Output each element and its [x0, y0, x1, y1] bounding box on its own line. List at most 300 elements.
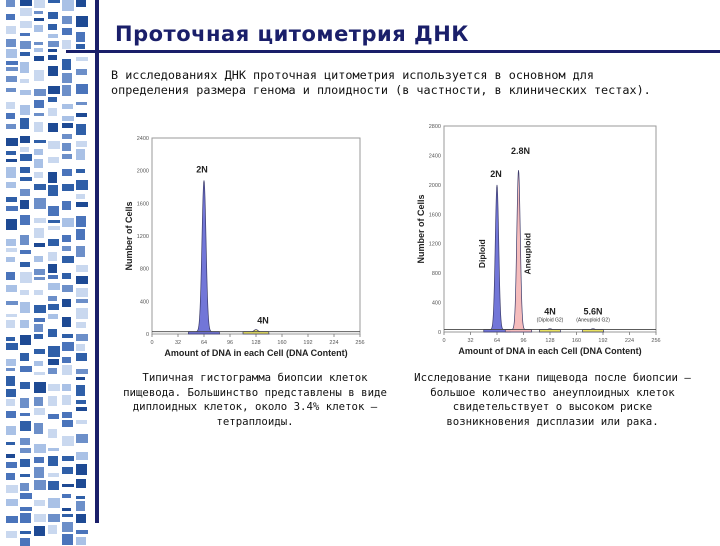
gel-band [62, 256, 74, 263]
gel-band [34, 42, 43, 45]
gel-band [6, 159, 17, 162]
gel-band [6, 499, 18, 506]
x-axis-label: Amount of DNA in each Cell (DNA Content) [458, 346, 642, 356]
gel-band [34, 100, 44, 108]
gel-band [48, 86, 60, 94]
peak-label-2N: 2N [196, 164, 208, 175]
y-tick-label: 0 [145, 332, 149, 338]
gel-band [76, 149, 85, 160]
gel-band [6, 182, 16, 188]
gel-band [62, 116, 74, 121]
gel-band [34, 397, 43, 406]
gel-band [6, 359, 16, 366]
peak-label-4N: 4N [544, 306, 556, 317]
gel-band [34, 25, 43, 32]
gel-band [20, 320, 29, 328]
gel-band [48, 329, 57, 337]
gel-band [48, 172, 57, 183]
peak-label-4N: 4N [257, 315, 269, 326]
gel-band [76, 276, 88, 284]
gel-band [6, 531, 17, 538]
gel-band [48, 141, 60, 149]
gel-band [48, 49, 57, 52]
gel-band [20, 272, 32, 283]
gel-band [48, 473, 59, 477]
gel-band [6, 67, 18, 71]
gel-band [20, 302, 30, 313]
y-tick-label: 800 [139, 266, 149, 273]
gel-band [48, 456, 58, 466]
gel-band [76, 479, 86, 488]
gel-band [76, 16, 88, 27]
gel-band [62, 494, 71, 498]
gel-band [20, 448, 31, 453]
gel-band [62, 522, 73, 532]
gel-band [34, 526, 45, 536]
gel-band [34, 318, 45, 322]
y-tick-label: 400 [139, 299, 149, 306]
gel-band [48, 123, 58, 132]
gel-band [34, 243, 45, 247]
gel-band [6, 411, 16, 418]
gel-band [20, 21, 32, 28]
gel-band [76, 288, 88, 297]
gel-band [76, 180, 88, 190]
gel-band [20, 507, 32, 511]
gel-band [76, 0, 86, 7]
gel-band [48, 55, 57, 60]
x-tick-label: 32 [174, 340, 182, 346]
gel-band [6, 14, 15, 20]
gel-band [76, 369, 88, 374]
gel-band [62, 85, 71, 96]
gel-band [48, 34, 58, 38]
gel-band [34, 277, 45, 280]
gel-band [62, 134, 72, 139]
gel-band [48, 185, 58, 196]
gel-band [48, 448, 59, 451]
gel-band [76, 452, 88, 460]
gel-band [48, 252, 57, 261]
gel-band [34, 56, 44, 61]
gel-band [20, 382, 30, 389]
gel-band [76, 84, 88, 94]
y-tick-label: 800 [431, 271, 441, 278]
gel-band [62, 299, 71, 307]
gel-band [34, 334, 43, 339]
y-tick-label: 1200 [136, 234, 149, 240]
gel-band [34, 172, 43, 178]
gel-band [20, 493, 32, 499]
plot-area [444, 126, 656, 332]
gel-band [6, 301, 18, 305]
gel-band [48, 283, 60, 290]
gel-band [34, 305, 46, 313]
gel-band [20, 531, 31, 534]
gel-band [48, 314, 58, 319]
x-tick-label: 224 [329, 340, 339, 346]
gel-band [6, 206, 18, 211]
peak-label-2N: 2N [490, 168, 502, 179]
gel-band [6, 399, 15, 406]
gel-band [6, 368, 15, 371]
gel-band [76, 501, 85, 511]
y-tick-label: 2000 [428, 182, 441, 189]
x-tick-label: 192 [598, 338, 608, 344]
gel-band [20, 215, 30, 225]
gel-band [48, 359, 59, 365]
gel-band [6, 257, 15, 262]
gel-band [6, 113, 15, 119]
gel-band [76, 530, 88, 534]
gel-band [34, 423, 43, 434]
slide-title: Проточная цитометрия ДНК [115, 22, 469, 46]
x-tick-label: 96 [226, 340, 234, 346]
gel-band [6, 102, 15, 109]
gel-band [34, 290, 43, 295]
gel-band [62, 412, 72, 418]
gel-band [20, 105, 30, 115]
gel-band [76, 353, 87, 361]
y-axis-label: Number of Cells [124, 201, 134, 271]
gel-band [62, 334, 73, 338]
intro-paragraph: В исследованиях ДНК проточная цитометрия используется в основном для определения размера генома и плоидности (в частности, в клинических тестах). [111, 68, 651, 97]
gel-band [76, 113, 87, 117]
y-tick-label: 2800 [428, 124, 441, 130]
gel-band [34, 480, 46, 490]
gel-band [76, 385, 85, 396]
gel-band [76, 537, 86, 545]
gel-band [6, 248, 17, 252]
y-tick-label: 2400 [136, 136, 149, 142]
gel-band [48, 498, 60, 508]
gel-band [6, 76, 17, 82]
gel-band [20, 474, 30, 477]
gel-band [76, 308, 88, 319]
gel-band [48, 264, 57, 273]
x-tick-label: 160 [571, 338, 582, 344]
x-tick-label: 128 [251, 340, 261, 346]
gel-band [20, 177, 32, 181]
gel-band [76, 434, 88, 443]
gel-band [34, 122, 43, 132]
gel-band [20, 438, 30, 445]
gel-band [20, 8, 32, 16]
gel-band [48, 0, 60, 3]
gel-band [20, 41, 31, 49]
gel-band [34, 500, 45, 506]
gel-band [62, 285, 73, 292]
peak-label-5.6N: 5.6N [583, 306, 603, 317]
gel-band [6, 49, 17, 58]
gel-band [6, 272, 15, 280]
gel-band [76, 102, 87, 105]
x-tick-label: 0 [442, 338, 446, 344]
gel-band [76, 124, 86, 135]
gel-band [6, 473, 15, 480]
peak-sublabel-4N: (Diploid G2) [536, 317, 564, 324]
gel-band [6, 219, 17, 230]
y-tick-label: 2400 [428, 153, 441, 160]
gel-band [34, 444, 46, 453]
x-tick-label: 0 [150, 340, 154, 346]
gel-band [62, 201, 71, 210]
gel-band [34, 11, 43, 14]
gel-band [48, 481, 59, 490]
gel-band [20, 0, 32, 6]
gel-band [34, 408, 45, 415]
gel-band [34, 457, 44, 463]
gel-band [62, 365, 72, 375]
peak-rotated-label-2N: Diploid [477, 239, 487, 269]
gel-band [62, 384, 71, 391]
gel-band [6, 337, 15, 341]
gel-band [48, 206, 59, 216]
x-tick-label: 96 [520, 338, 527, 344]
gel-band [48, 514, 60, 522]
gel-band [62, 16, 72, 24]
gel-band [76, 514, 86, 523]
gel-band [6, 454, 15, 458]
gel-band [76, 141, 87, 147]
gel-band [6, 151, 16, 155]
gel-band [6, 61, 18, 65]
y-tick-label: 1200 [428, 241, 441, 248]
gel-band [20, 413, 30, 416]
gel-band [20, 235, 29, 245]
gel-band [48, 275, 58, 279]
gel-band [6, 426, 16, 435]
gel-band [20, 398, 29, 408]
y-tick-label: 1600 [136, 201, 149, 208]
y-axis-label: Number of Cells [416, 194, 426, 264]
gel-band [76, 400, 86, 404]
gel-band [6, 26, 16, 34]
gel-band [62, 273, 71, 279]
gel-band [20, 250, 31, 254]
gel-band [62, 218, 74, 227]
gel-band [76, 229, 85, 240]
gel-band [76, 265, 88, 272]
gel-band [20, 79, 29, 83]
gel-band [20, 421, 31, 431]
gel-band [48, 384, 60, 391]
gel-band [62, 59, 71, 70]
gel-band [62, 169, 72, 176]
gel-band [6, 343, 18, 350]
gel-band [62, 317, 71, 327]
gel-band [34, 149, 43, 155]
gel-band [76, 32, 85, 42]
gel-band [34, 0, 45, 8]
gel-band [34, 48, 43, 52]
x-tick-label: 256 [651, 338, 661, 344]
gel-band [34, 382, 46, 393]
gel-band [76, 464, 87, 475]
gel-band [6, 39, 16, 47]
gel-band [20, 189, 30, 196]
gel-band [62, 123, 73, 128]
gel-band [34, 467, 44, 478]
gel-band [76, 44, 85, 49]
gel-band [62, 420, 73, 427]
x-tick-label: 224 [624, 338, 635, 344]
gel-band [62, 357, 71, 363]
gel-band [76, 216, 86, 227]
gel-band [76, 322, 86, 328]
gel-band [62, 246, 71, 251]
gel-band [48, 239, 59, 246]
gel-band [62, 184, 74, 191]
gel-band [20, 33, 30, 36]
gel-band [62, 514, 73, 517]
gel-band [20, 147, 29, 152]
gel-band [48, 429, 57, 438]
gel-band [34, 349, 45, 354]
gel-band [20, 290, 29, 295]
gel-band [6, 239, 16, 246]
gel-band [48, 108, 57, 116]
gel-band [6, 389, 16, 397]
x-tick-label: 64 [200, 340, 208, 346]
gel-band [20, 62, 29, 73]
gel-band [48, 346, 60, 357]
gel-band [48, 41, 59, 47]
dna-barcode-sidebar [0, 0, 92, 540]
gel-band [76, 57, 88, 61]
gel-band [62, 104, 73, 109]
gel-band [62, 28, 72, 35]
gel-band [62, 342, 74, 351]
gel-band [6, 167, 16, 178]
gel-band [48, 304, 59, 310]
gel-band [34, 228, 44, 238]
gel-band [62, 235, 71, 242]
gel-band [48, 525, 57, 534]
gel-band [20, 200, 29, 209]
x-tick-label: 128 [545, 338, 555, 344]
gel-band [34, 372, 45, 375]
gel-band [20, 483, 29, 491]
gel-band [76, 202, 88, 207]
gel-band [20, 154, 32, 161]
gel-band [6, 462, 17, 468]
gel-band [20, 52, 30, 56]
gel-band [62, 395, 71, 405]
gel-band [48, 414, 59, 419]
gel-band [48, 368, 57, 374]
gel-band [34, 324, 43, 332]
gel-band [62, 436, 74, 446]
gel-band [34, 361, 43, 366]
gel-band [62, 467, 73, 474]
gel-band [20, 136, 30, 143]
gel-band [34, 140, 46, 143]
gel-band [20, 366, 32, 372]
gel-band [34, 159, 43, 168]
title-underline [66, 50, 720, 53]
gel-band [62, 484, 74, 487]
gel-band [34, 256, 43, 262]
gel-band [48, 396, 57, 406]
y-tick-label: 400 [431, 300, 441, 307]
x-tick-label: 32 [467, 338, 474, 344]
gel-band [20, 90, 31, 95]
gel-band [76, 496, 85, 499]
gel-band [76, 377, 85, 380]
y-tick-label: 1600 [428, 212, 441, 219]
gel-band [6, 124, 16, 129]
gel-band [76, 344, 85, 351]
plot-area [152, 138, 360, 334]
gel-band [48, 97, 57, 102]
gel-band [34, 218, 46, 223]
gel-band [6, 485, 18, 493]
gel-band [34, 198, 46, 209]
peak-sublabel-5.6N: (Aneuploid G2) [576, 317, 610, 324]
gel-band [20, 262, 30, 267]
gel-band [6, 442, 15, 445]
gel-band [6, 314, 17, 317]
gel-band [6, 197, 17, 202]
x-tick-label: 64 [493, 338, 501, 344]
gel-band [76, 69, 87, 75]
gel-band [48, 66, 58, 76]
gel-band [6, 138, 18, 146]
gel-band [34, 18, 44, 21]
x-tick-label: 256 [355, 340, 365, 346]
gel-band [34, 89, 46, 96]
gel-band [20, 353, 29, 361]
gel-band [62, 456, 74, 461]
gel-band [62, 508, 71, 511]
gel-band [6, 0, 15, 7]
gel-band [20, 538, 30, 546]
gel-band [76, 299, 88, 303]
gel-band [76, 194, 85, 199]
histogram-aneuploid-tissue [406, 122, 666, 362]
gel-band [62, 73, 72, 83]
peak-rotated-label-2.8N: Aneuploid [522, 232, 533, 275]
x-tick-label: 160 [277, 340, 287, 346]
gel-band [6, 516, 18, 523]
gel-band [62, 40, 71, 49]
gel-band [76, 420, 87, 424]
gel-band [20, 118, 29, 129]
gel-band [76, 334, 88, 341]
gel-band [48, 24, 57, 30]
gel-band [62, 154, 72, 159]
vertical-divider [95, 0, 99, 523]
gel-band [48, 296, 57, 301]
gel-band [20, 459, 30, 467]
gel-band [34, 70, 44, 81]
gel-band [20, 513, 31, 523]
gel-band [6, 285, 17, 292]
gel-band [34, 514, 46, 522]
gel-band [48, 226, 60, 230]
gel-band [62, 143, 71, 151]
gel-band [48, 220, 60, 223]
x-tick-label: 192 [303, 340, 313, 346]
gel-band [34, 113, 44, 116]
peak-label-2.8N: 2.8N [511, 146, 531, 157]
gel-band [76, 169, 85, 173]
gel-band [6, 376, 15, 386]
gel-band [48, 157, 59, 163]
caption-left: Типичная гистограмма биопсии клеток пищевода. Большинство представлены в виде диплоидных клеток, около 3.4% клеток – тетраплоиды. [123, 371, 387, 428]
caption-right: Исследование ткани пищевода после биопсии – большое количество анеуплоидных клеток свидетельствует о высоком риске возникновения дисплазии или рака. [414, 371, 691, 428]
